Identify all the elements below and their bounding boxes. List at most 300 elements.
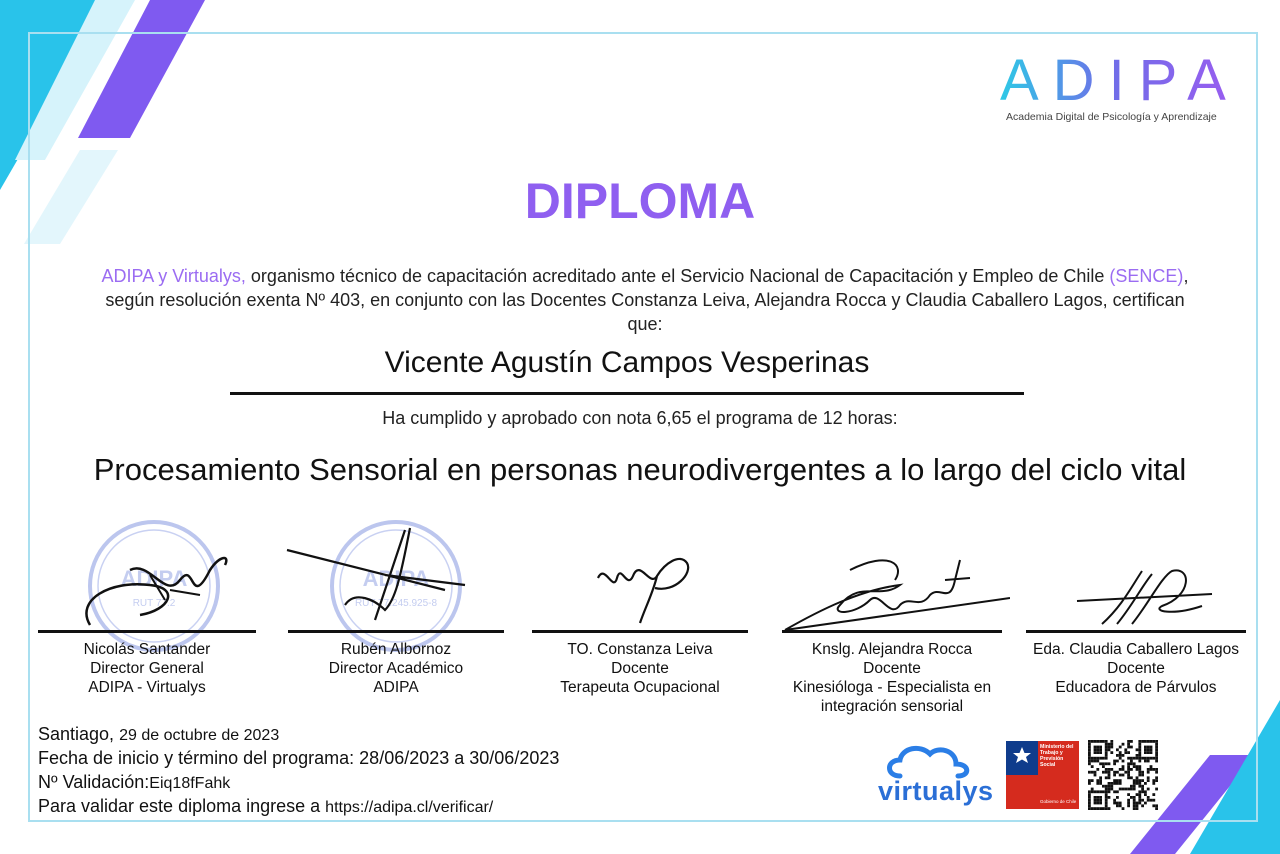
qr-module: [1138, 748, 1141, 751]
gov-line-3: Previsión: [1040, 756, 1064, 762]
adipa-logo: [1000, 48, 1240, 132]
qr-module: [1127, 774, 1130, 777]
qr-module: [1105, 757, 1108, 760]
qr-module: [1119, 788, 1122, 791]
qr-module: [1130, 740, 1133, 743]
qr-module: [1130, 762, 1133, 765]
qr-module: [1147, 799, 1150, 802]
qr-module: [1099, 746, 1102, 749]
qr-module: [1088, 746, 1091, 749]
qr-module: [1108, 790, 1111, 793]
approval-grade: 6,65: [656, 408, 692, 428]
qr-module: [1088, 754, 1091, 757]
qr-module: [1155, 768, 1158, 771]
signatory-name: Eda. Claudia Caballero Lagos: [1033, 641, 1239, 658]
qr-module: [1110, 785, 1113, 788]
qr-module: [1119, 802, 1122, 805]
signatory-org: Kinesióloga - Especialista en: [792, 679, 992, 696]
adipa-logo-wordmark: ADIPA: [1000, 48, 1240, 113]
qr-module: [1138, 782, 1141, 785]
intro-part-2: , según resolución exenta Nº 403, en conjunto con las Docentes Constanza Leiva, Alejandra Rocca y Claudia Caballero Lagos, certifican que:: [105, 266, 1189, 334]
adipa-logo-subtitle: Academia Digital de Psicología y Aprendizaje: [1006, 111, 1217, 123]
qr-module: [1138, 768, 1141, 771]
validate-label: Para validar este diploma ingrese a: [38, 796, 321, 816]
qr-module: [1088, 757, 1091, 760]
qr-module: [1099, 779, 1102, 782]
signature-claudia-caballero: [1072, 566, 1227, 632]
validation-label: Nº Validación:: [38, 772, 150, 792]
qr-module: [1108, 771, 1111, 774]
gov-logo-blue-band: [1006, 741, 1038, 809]
qr-module: [1127, 762, 1130, 765]
qr-module: [1108, 774, 1111, 777]
qr-module: [1136, 804, 1139, 807]
qr-module: [1122, 760, 1125, 763]
qr-module: [1105, 785, 1108, 788]
qr-module: [1108, 746, 1111, 749]
qr-module: [1127, 776, 1130, 779]
signatory-2: [288, 630, 504, 697]
qr-module: [1150, 746, 1153, 749]
qr-module: [1096, 768, 1099, 771]
qr-module: [1096, 802, 1099, 805]
qr-module: [1147, 796, 1150, 799]
qr-module: [1088, 762, 1091, 765]
qr-module: [1096, 779, 1099, 782]
issue-place-date: [38, 724, 279, 745]
qr-module: [1116, 748, 1119, 751]
qr-module: [1155, 776, 1158, 779]
qr-module: [1094, 774, 1097, 777]
qr-module: [1138, 790, 1141, 793]
qr-module: [1150, 768, 1153, 771]
qr-module: [1096, 807, 1099, 810]
qr-module: [1133, 782, 1136, 785]
signatory-org: ADIPA: [373, 679, 419, 696]
qr-module: [1130, 776, 1133, 779]
qr-module: [1105, 740, 1108, 743]
qr-module: [1130, 757, 1133, 760]
qr-module: [1130, 788, 1133, 791]
qr-module: [1113, 760, 1116, 763]
qr-module: [1102, 790, 1105, 793]
qr-module: [1122, 765, 1125, 768]
qr-module: [1088, 740, 1091, 743]
qr-module: [1124, 748, 1127, 751]
qr-module: [1152, 782, 1155, 785]
approval-statement: [0, 408, 1280, 429]
signature-constanza-leiva: [595, 548, 705, 628]
qr-module: [1133, 802, 1136, 805]
intro-sence-highlight: (SENCE): [1109, 266, 1184, 286]
qr-module: [1150, 748, 1153, 751]
validation-code-row: [38, 772, 230, 793]
qr-module: [1127, 765, 1130, 768]
signatory-4: [782, 630, 1002, 716]
qr-module: [1144, 793, 1147, 796]
qr-module: [1155, 746, 1158, 749]
qr-module: [1110, 782, 1113, 785]
qr-module: [1094, 748, 1097, 751]
signatory-org: Educadora de Párvulos: [1055, 679, 1217, 696]
qr-module: [1102, 765, 1105, 768]
qr-module: [1088, 743, 1091, 746]
signatory-name: Knslg. Alejandra Rocca: [811, 641, 973, 658]
qr-module: [1110, 746, 1113, 749]
qr-module: [1155, 754, 1158, 757]
qr-module: [1133, 796, 1136, 799]
qr-module: [1094, 757, 1097, 760]
qr-module: [1088, 807, 1091, 810]
qr-module: [1110, 740, 1113, 743]
qr-module: [1133, 807, 1136, 810]
stamp-1-text: ADIPA: [120, 566, 188, 591]
qr-module: [1141, 779, 1144, 782]
qr-module: [1144, 746, 1147, 749]
signatory-3: [532, 630, 748, 697]
qr-module: [1091, 765, 1094, 768]
qr-module: [1138, 785, 1141, 788]
qr-module: [1096, 799, 1099, 802]
intro-org-highlight: ADIPA y Virtualys,: [101, 266, 246, 286]
signatory-role: Director General: [90, 660, 204, 677]
qr-module: [1099, 799, 1102, 802]
approval-suffix: el programa de 12 horas:: [696, 408, 898, 428]
qr-module: [1108, 748, 1111, 751]
qr-module: [1141, 804, 1144, 807]
gov-line-2: Trabajo y: [1040, 750, 1063, 756]
qr-module: [1127, 771, 1130, 774]
qr-module: [1122, 743, 1125, 746]
qr-module: [1105, 788, 1108, 791]
qr-module: [1105, 796, 1108, 799]
signature-line: [782, 630, 1002, 633]
qr-module: [1094, 802, 1097, 805]
qr-module: [1147, 776, 1150, 779]
qr-module: [1088, 802, 1091, 805]
qr-module: [1133, 799, 1136, 802]
qr-module: [1105, 793, 1108, 796]
qr-module: [1127, 757, 1130, 760]
qr-module: [1116, 790, 1119, 793]
qr-module: [1133, 765, 1136, 768]
qr-module: [1088, 793, 1091, 796]
qr-module: [1108, 782, 1111, 785]
qr-module: [1122, 788, 1125, 791]
qr-module: [1099, 762, 1102, 765]
qr-module: [1124, 788, 1127, 791]
qr-module: [1133, 804, 1136, 807]
qr-module: [1141, 740, 1144, 743]
qr-module: [1127, 788, 1130, 791]
qr-module: [1108, 788, 1111, 791]
qr-module: [1147, 768, 1150, 771]
qr-module: [1144, 760, 1147, 763]
qr-module: [1096, 740, 1099, 743]
qr-module: [1141, 785, 1144, 788]
qr-module: [1116, 771, 1119, 774]
qr-module: [1113, 762, 1116, 765]
qr-module: [1119, 804, 1122, 807]
qr-module: [1147, 771, 1150, 774]
qr-module: [1108, 768, 1111, 771]
gov-logo-red-band: [1038, 741, 1079, 809]
qr-module: [1113, 779, 1116, 782]
qr-module: [1155, 771, 1158, 774]
qr-module: [1105, 807, 1108, 810]
student-name-underline: [230, 392, 1024, 395]
signatory-role: Docente: [863, 660, 921, 677]
qr-module: [1155, 788, 1158, 791]
qr-module: [1102, 807, 1105, 810]
qr-module: [1088, 751, 1091, 754]
qr-module: [1116, 760, 1119, 763]
qr-module: [1088, 790, 1091, 793]
qr-module: [1141, 774, 1144, 777]
qr-module: [1122, 807, 1125, 810]
qr-module: [1147, 746, 1150, 749]
qr-module: [1105, 762, 1108, 765]
qr-module: [1110, 768, 1113, 771]
qr-module: [1113, 782, 1116, 785]
qr-module: [1141, 790, 1144, 793]
qr-module: [1096, 751, 1099, 754]
qr-module: [1105, 771, 1108, 774]
qr-module: [1094, 799, 1097, 802]
signature-line: [38, 630, 256, 633]
qr-module: [1096, 796, 1099, 799]
qr-module: [1144, 790, 1147, 793]
qr-module: [1127, 743, 1130, 746]
qr-module: [1130, 768, 1133, 771]
qr-module: [1119, 757, 1122, 760]
qr-module: [1144, 751, 1147, 754]
qr-module: [1136, 793, 1139, 796]
qr-module: [1138, 799, 1141, 802]
qr-module: [1094, 746, 1097, 749]
course-title: Procesamiento Sensorial en personas neurodivergentes a lo largo del ciclo vital: [93, 452, 1187, 487]
qr-module: [1138, 765, 1141, 768]
qr-module: [1091, 757, 1094, 760]
qr-module: [1152, 804, 1155, 807]
signatory-specialty: integración sensorial: [820, 698, 964, 715]
qr-module: [1138, 757, 1141, 760]
gov-line-4: Social: [1040, 762, 1056, 768]
validation-code: Eiq18fFahk: [149, 775, 231, 792]
qr-module: [1155, 748, 1158, 751]
qr-module: [1105, 790, 1108, 793]
signatory-org: ADIPA - Virtualys: [88, 679, 206, 696]
qr-module: [1105, 768, 1108, 771]
qr-module: [1155, 743, 1158, 746]
qr-module: [1105, 754, 1108, 757]
qr-module: [1124, 751, 1127, 754]
qr-module: [1144, 740, 1147, 743]
qr-module: [1133, 785, 1136, 788]
stamp-2-text: ADIPA: [362, 566, 430, 591]
qr-module: [1110, 751, 1113, 754]
qr-module: [1102, 771, 1105, 774]
qr-module: [1088, 760, 1091, 763]
qr-module: [1088, 804, 1091, 807]
qr-module: [1105, 748, 1108, 751]
qr-module: [1152, 799, 1155, 802]
qr-module: [1152, 757, 1155, 760]
qr-module: [1136, 768, 1139, 771]
qr-module: [1096, 790, 1099, 793]
qr-module: [1094, 790, 1097, 793]
qr-module: [1122, 754, 1125, 757]
qr-module: [1119, 782, 1122, 785]
signature-line: [1026, 630, 1246, 633]
qr-module: [1116, 754, 1119, 757]
issue-city: Santiago,: [38, 724, 115, 744]
validate-url[interactable]: https://adipa.cl/verificar/: [325, 799, 494, 816]
qr-module: [1147, 751, 1150, 754]
qr-module: [1099, 748, 1102, 751]
qr-module: [1105, 804, 1108, 807]
approval-prefix: Ha cumplido y aprobado con nota: [382, 408, 652, 428]
qr-module: [1108, 776, 1111, 779]
signatory-1: [38, 630, 256, 697]
virtualys-logo-text: virtualys: [878, 776, 994, 806]
student-name: Vicente Agustín Campos Vesperinas: [384, 346, 870, 379]
qr-module: [1094, 771, 1097, 774]
signature-ruben-albornoz: [285, 520, 475, 635]
qr-module: [1105, 799, 1108, 802]
qr-module: [1096, 746, 1099, 749]
qr-module: [1099, 807, 1102, 810]
qr-module: [1138, 774, 1141, 777]
qr-module: [1099, 740, 1102, 743]
qr-module: [1113, 790, 1116, 793]
qr-module: [1127, 804, 1130, 807]
qr-module: [1088, 771, 1091, 774]
qr-module: [1127, 768, 1130, 771]
signatory-role: Docente: [1107, 660, 1165, 677]
signatory-role: Director Académico: [328, 660, 464, 677]
qr-module: [1138, 740, 1141, 743]
qr-module: [1096, 760, 1099, 763]
qr-module: [1155, 807, 1158, 810]
program-dates-label: Fecha de inicio y término del programa:: [38, 748, 355, 768]
qr-module: [1138, 802, 1141, 805]
qr-module: [1127, 746, 1130, 749]
qr-module: [1091, 788, 1094, 791]
qr-module: [1099, 751, 1102, 754]
gov-line-1: Ministerio del: [1040, 744, 1074, 750]
qr-module: [1147, 760, 1150, 763]
qr-module: [1150, 757, 1153, 760]
qr-module: [1147, 779, 1150, 782]
qr-module: [1105, 751, 1108, 754]
signatory-org: Terapeuta Ocupacional: [560, 679, 720, 696]
program-dates-value: 28/06/2023 a 30/06/2023: [359, 748, 560, 768]
qr-module: [1138, 779, 1141, 782]
qr-module: [1099, 776, 1102, 779]
qr-module: [1110, 788, 1113, 791]
qr-module: [1105, 802, 1108, 805]
qr-module: [1136, 748, 1139, 751]
qr-module: [1091, 790, 1094, 793]
qr-module: [1096, 782, 1099, 785]
qr-module: [1091, 779, 1094, 782]
qr-module: [1088, 782, 1091, 785]
qr-module: [1088, 779, 1091, 782]
intro-paragraph: [100, 264, 1190, 336]
qr-module: [1088, 796, 1091, 799]
qr-module: [1133, 757, 1136, 760]
program-dates: [38, 748, 559, 769]
qr-module: [1102, 740, 1105, 743]
qr-module: [1094, 751, 1097, 754]
qr-module: [1099, 782, 1102, 785]
qr-module: [1113, 799, 1116, 802]
qr-module: [1138, 796, 1141, 799]
qr-module: [1116, 802, 1119, 805]
qr-module: [1127, 793, 1130, 796]
qr-module: [1127, 740, 1130, 743]
qr-module: [1105, 743, 1108, 746]
qr-module: [1133, 762, 1136, 765]
qr-module: [1119, 774, 1122, 777]
signatory-5: [1026, 630, 1246, 697]
qr-module: [1099, 802, 1102, 805]
qr-module: [1127, 751, 1130, 754]
qr-module: [1136, 757, 1139, 760]
qr-module: [1136, 779, 1139, 782]
validation-qr-code[interactable]: [1088, 740, 1158, 810]
qr-module: [1113, 771, 1116, 774]
qr-module: [1102, 785, 1105, 788]
signature-alejandra-rocca: [780, 550, 1010, 632]
qr-module: [1088, 799, 1091, 802]
intro-part-1: organismo técnico de capacitación acreditado ante el Servicio Nacional de Capacitación y Empleo de Chile: [245, 266, 1110, 286]
qr-module: [1152, 779, 1155, 782]
qr-module: [1155, 760, 1158, 763]
qr-module: [1136, 776, 1139, 779]
qr-module: [1113, 802, 1116, 805]
qr-module: [1152, 793, 1155, 796]
qr-module: [1155, 751, 1158, 754]
qr-module: [1099, 796, 1102, 799]
qr-module: [1133, 788, 1136, 791]
signatory-role: Docente: [611, 660, 669, 677]
qr-module: [1091, 760, 1094, 763]
qr-module: [1138, 746, 1141, 749]
stamp-1-rut: RUT 77.2: [132, 598, 176, 609]
qr-module: [1155, 779, 1158, 782]
qr-module: [1122, 768, 1125, 771]
issue-date: 29 de octubre de 2023: [119, 727, 280, 744]
qr-module: [1155, 740, 1158, 743]
qr-module: [1147, 748, 1150, 751]
qr-module: [1127, 799, 1130, 802]
qr-module: [1138, 754, 1141, 757]
qr-module: [1099, 757, 1102, 760]
qr-module: [1102, 757, 1105, 760]
qr-module: [1155, 757, 1158, 760]
qr-module: [1147, 757, 1150, 760]
virtualys-logo: [878, 742, 1002, 812]
qr-module: [1138, 793, 1141, 796]
diploma-title: DIPLOMA: [524, 173, 756, 229]
qr-module: [1116, 779, 1119, 782]
qr-module: [1096, 757, 1099, 760]
qr-module: [1141, 771, 1144, 774]
qr-module: [1152, 768, 1155, 771]
signature-line: [288, 630, 504, 633]
